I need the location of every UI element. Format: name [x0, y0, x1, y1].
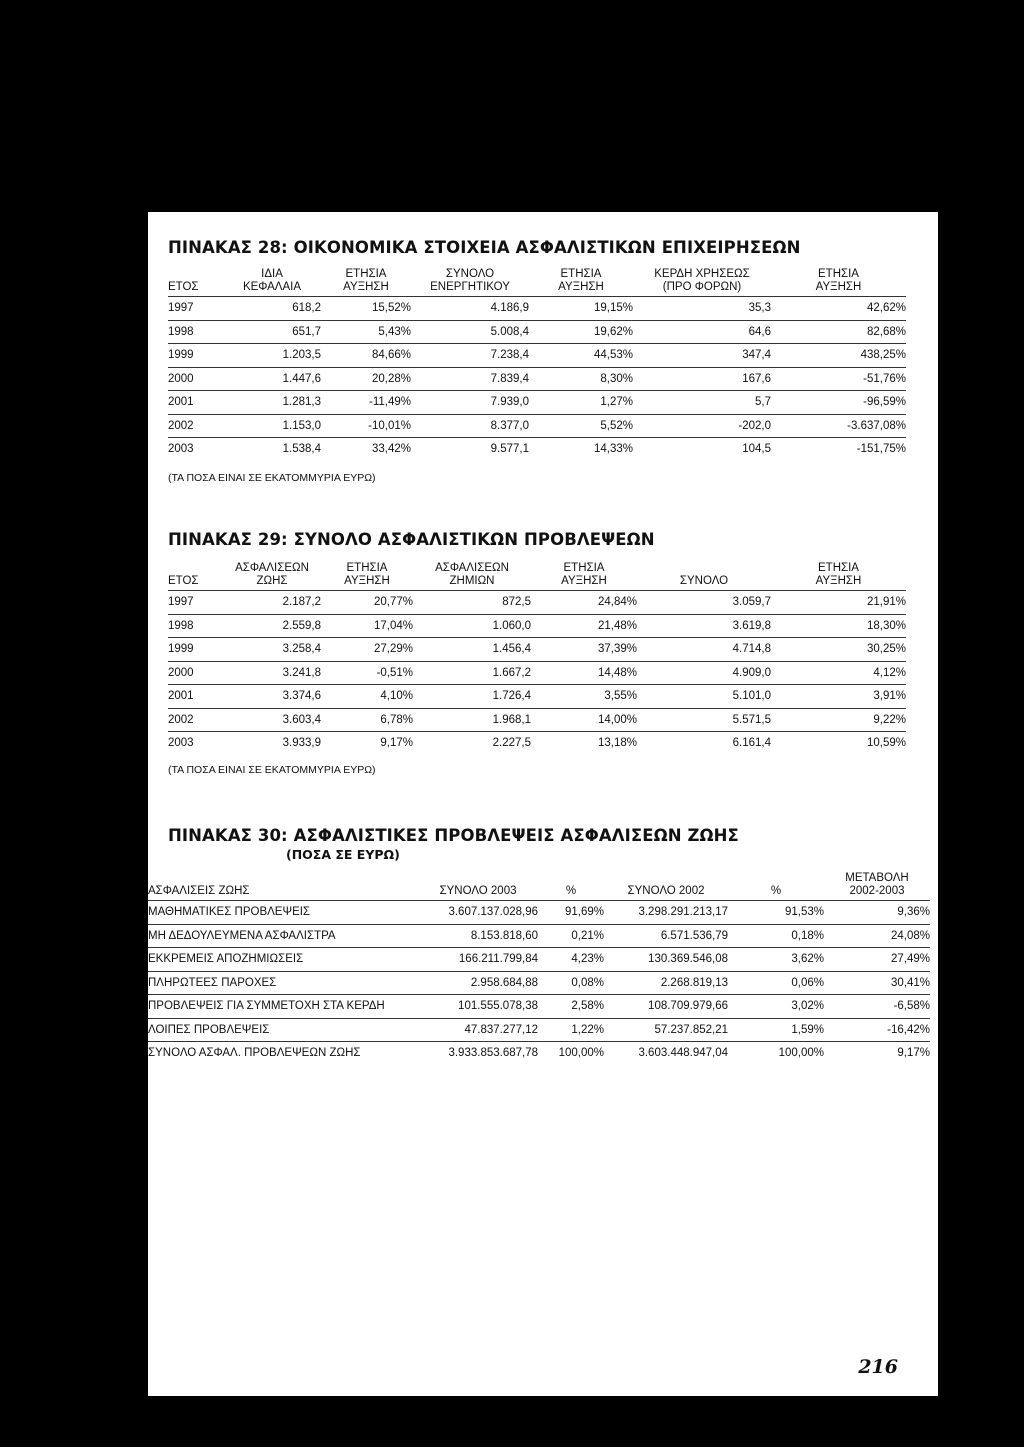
table-cell: 3,02% [728, 995, 824, 1019]
table-cell: ΛΟΙΠΕΣ ΠΡΟΒΛΕΨΕΙΣ [148, 1018, 418, 1042]
table29-header-5: ΣΥΝΟΛΟ [637, 562, 771, 591]
table-cell: 27,29% [321, 638, 413, 662]
table-cell: 3,55% [531, 685, 637, 709]
table-cell: -0,51% [321, 661, 413, 685]
table-row [168, 614, 906, 638]
table28-header-5: ΚΕΡΔΗ ΧΡΗΣΕΩΣ (ΠΡΟ ΦΟΡΩΝ) [633, 268, 771, 297]
table-cell: 15,52% [321, 297, 411, 321]
table-cell: 7.238,4 [411, 344, 529, 368]
table-cell: 2002 [168, 414, 223, 438]
table-cell: 1.968,1 [413, 708, 531, 732]
table-cell: 91,53% [728, 901, 824, 925]
table-cell: 4,23% [538, 948, 604, 972]
table-cell: 1.447,6 [223, 367, 321, 391]
table-cell: 8.153.818,60 [418, 924, 538, 948]
table-cell: 4,12% [771, 661, 906, 685]
table-29-body [168, 591, 906, 755]
table-cell: 0,18% [728, 924, 824, 948]
table-cell: 104,5 [633, 438, 771, 461]
table29-header-3: ΑΣΦΑΛΙΣΕΩΝ ΖΗΜΙΩΝ [413, 562, 531, 591]
table-cell: 2.268.819,13 [604, 971, 728, 995]
table-cell: 101.555.078,38 [418, 995, 538, 1019]
table-cell: 5,52% [529, 414, 633, 438]
table-cell: 438,25% [771, 344, 906, 368]
table-cell: 30,41% [824, 971, 930, 995]
table-29-note: (ΤΑ ΠΟΣΑ ΕΙΝΑΙ ΣΕ ΕΚΑΤΟΜΜΥΡΙΑ ΕΥΡΩ) [168, 764, 376, 776]
table-cell: 9,17% [824, 1042, 930, 1065]
table30-header-1: ΣΥΝΟΛΟ 2003 [418, 872, 538, 901]
table-cell: 2.227,5 [413, 732, 531, 755]
table-cell: 1999 [168, 344, 223, 368]
table-29-header-row [168, 562, 906, 591]
table-cell: 1.153,0 [223, 414, 321, 438]
table-cell: 9,17% [321, 732, 413, 755]
table-cell: 1.538,4 [223, 438, 321, 461]
table-row [148, 1018, 930, 1042]
table30-header-2: % [538, 872, 604, 901]
table-cell: 4.909,0 [637, 661, 771, 685]
table-cell: ΣΥΝΟΛΟ ΑΣΦΑΛ. ΠΡΟΒΛΕΨΕΩΝ ΖΩΗΣ [148, 1042, 418, 1065]
table-30-body [148, 901, 930, 1065]
table-cell: 9.577,1 [411, 438, 529, 461]
table-cell: 33,42% [321, 438, 411, 461]
table-29-title: ΠΙΝΑΚΑΣ 29: ΣΥΝΟΛΟ ΑΣΦΑΛΙΣΤΙΚΩΝ ΠΡΟΒΛΕΨΕΩΝ [168, 530, 655, 549]
table-cell: 42,62% [771, 297, 906, 321]
table30-header-3: ΣΥΝΟΛΟ 2002 [604, 872, 728, 901]
table-cell: 2001 [168, 391, 223, 415]
table-cell: 91,69% [538, 901, 604, 925]
table-cell: 1997 [168, 297, 223, 321]
table-cell: 2.958.684,88 [418, 971, 538, 995]
table-cell: 1999 [168, 638, 223, 662]
table-cell: ΕΚΚΡΕΜΕΙΣ ΑΠΟΖΗΜΙΩΣΕΙΣ [148, 948, 418, 972]
table-cell: 18,30% [771, 614, 906, 638]
table-cell: 3,91% [771, 685, 906, 709]
table-cell: 5.008,4 [411, 320, 529, 344]
table-cell: ΜΑΘΗΜΑΤΙΚΕΣ ΠΡΟΒΛΕΨΕΙΣ [148, 901, 418, 925]
table28-header-6: ΕΤΗΣΙΑ ΑΥΞΗΣΗ [771, 268, 906, 297]
table-cell: 14,33% [529, 438, 633, 461]
table-cell: -6,58% [824, 995, 930, 1019]
table-row [168, 297, 906, 321]
table-cell: 1998 [168, 320, 223, 344]
table-cell: 3.603.448.947,04 [604, 1042, 728, 1065]
table-cell: 4.714,8 [637, 638, 771, 662]
table-28-title: ΠΙΝΑΚΑΣ 28: ΟΙΚΟΝΟΜΙΚΑ ΣΤΟΙΧΕΙΑ ΑΣΦΑΛΙΣΤΙΚΩΝ ΕΠΙΧΕΙΡΗΣΕΩΝ [168, 238, 801, 257]
table-cell: 64,6 [633, 320, 771, 344]
table-cell: -202,0 [633, 414, 771, 438]
table-cell: 10,59% [771, 732, 906, 755]
table29-header-2: ΕΤΗΣΙΑ ΑΥΞΗΣΗ [321, 562, 413, 591]
table-cell: 84,66% [321, 344, 411, 368]
table-row [148, 995, 930, 1019]
table-cell: ΠΛΗΡΩΤΕΕΣ ΠΑΡΟΧΕΣ [148, 971, 418, 995]
table-cell: 1.060,0 [413, 614, 531, 638]
table-cell: 14,48% [531, 661, 637, 685]
table-cell: -11,49% [321, 391, 411, 415]
table-cell: 3.298.291.213,17 [604, 901, 728, 925]
table-row [148, 901, 930, 925]
table-cell: 1,22% [538, 1018, 604, 1042]
table-cell: -96,59% [771, 391, 906, 415]
table-cell: 3.607.137.028,96 [418, 901, 538, 925]
table30-header-0: ΑΣΦΑΛΙΣΕΙΣ ΖΩΗΣ [148, 872, 418, 901]
table-cell: 1.667,2 [413, 661, 531, 685]
table-28-note: (ΤΑ ΠΟΣΑ ΕΙΝΑΙ ΣΕ ΕΚΑΤΟΜΜΥΡΙΑ ΕΥΡΩ) [168, 472, 376, 484]
table-cell: -3.637,08% [771, 414, 906, 438]
table28-header-4: ΕΤΗΣΙΑ ΑΥΞΗΣΗ [529, 268, 633, 297]
table-cell: 1.726,4 [413, 685, 531, 709]
table30-header-5: ΜΕΤΑΒΟΛΗ 2002-2003 [824, 872, 930, 901]
table-cell: -51,76% [771, 367, 906, 391]
table-cell: 2002 [168, 708, 223, 732]
table-cell: 5.101,0 [637, 685, 771, 709]
table-cell: 3,62% [728, 948, 824, 972]
table-30-title: ΠΙΝΑΚΑΣ 30: ΑΣΦΑΛΙΣΤΙΚΕΣ ΠΡΟΒΛΕΨΕΙΣ ΑΣΦΑΛΙΣΕΩΝ ΖΩΗΣ [168, 826, 739, 845]
table-cell: 6.571.536,79 [604, 924, 728, 948]
table-cell: 9,36% [824, 901, 930, 925]
table-cell: 1,59% [728, 1018, 824, 1042]
document-page [148, 212, 938, 1396]
table-cell: 21,91% [771, 591, 906, 615]
table-row [168, 320, 906, 344]
table-cell: 57.237.852,21 [604, 1018, 728, 1042]
table-cell: 3.241,8 [223, 661, 321, 685]
table-cell: 100,00% [728, 1042, 824, 1065]
table28-header-0: ΕΤΟΣ [168, 268, 223, 297]
table29-header-0: ΕΤΟΣ [168, 562, 223, 591]
table-cell: 1,27% [529, 391, 633, 415]
table-cell: 35,3 [633, 297, 771, 321]
table-cell: 0,08% [538, 971, 604, 995]
table-30 [148, 872, 930, 1065]
table-cell: 9,22% [771, 708, 906, 732]
table-28-body [168, 297, 906, 461]
table-cell: 5,43% [321, 320, 411, 344]
table-cell: 37,39% [531, 638, 637, 662]
table-cell: 1998 [168, 614, 223, 638]
table-cell: 166.211.799,84 [418, 948, 538, 972]
table-cell: 3.619,8 [637, 614, 771, 638]
table-cell: 19,62% [529, 320, 633, 344]
table-cell: 100,00% [538, 1042, 604, 1065]
table-cell: -151,75% [771, 438, 906, 461]
table-28-header-row [168, 268, 906, 297]
table-cell: 47.837.277,12 [418, 1018, 538, 1042]
table-row [168, 414, 906, 438]
table-row [168, 367, 906, 391]
table-row [168, 438, 906, 461]
table-cell: 19,15% [529, 297, 633, 321]
table-cell: 4,10% [321, 685, 413, 709]
page-number: 216 [858, 1356, 898, 1378]
table-cell: -16,42% [824, 1018, 930, 1042]
table-cell: 8.377,0 [411, 414, 529, 438]
table28-header-2: ΕΤΗΣΙΑ ΑΥΞΗΣΗ [321, 268, 411, 297]
table-row [168, 685, 906, 709]
table-cell: 5,7 [633, 391, 771, 415]
table-cell: ΜΗ ΔΕΔΟΥΛΕΥΜΕΝΑ ΑΣΦΑΛΙΣΤΡΑ [148, 924, 418, 948]
table-cell: 1997 [168, 591, 223, 615]
table-cell: 3.603,4 [223, 708, 321, 732]
table-row [148, 948, 930, 972]
table29-header-1: ΑΣΦΑΛΙΣΕΩΝ ΖΩΗΣ [223, 562, 321, 591]
table-cell: 3.933.853.687,78 [418, 1042, 538, 1065]
table29-header-6: ΕΤΗΣΙΑ ΑΥΞΗΣΗ [771, 562, 906, 591]
table-cell: 21,48% [531, 614, 637, 638]
table-cell: 82,68% [771, 320, 906, 344]
table-30-header-row [148, 872, 930, 901]
table-cell: 1.203,5 [223, 344, 321, 368]
table-cell: 2003 [168, 732, 223, 755]
table-cell: 872,5 [413, 591, 531, 615]
table-cell: 1.281,3 [223, 391, 321, 415]
table-cell: -10,01% [321, 414, 411, 438]
table-cell: 3.258,4 [223, 638, 321, 662]
table-cell: 6.161,4 [637, 732, 771, 755]
table-row [148, 971, 930, 995]
table-cell: 3.059,7 [637, 591, 771, 615]
table29-header-4: ΕΤΗΣΙΑ ΑΥΞΗΣΗ [531, 562, 637, 591]
table-row [168, 732, 906, 755]
table-cell: 27,49% [824, 948, 930, 972]
table-cell: 3.933,9 [223, 732, 321, 755]
table28-header-3: ΣΥΝΟΛΟ ΕΝΕΡΓΗΤΙΚΟΥ [411, 268, 529, 297]
table-cell: 20,28% [321, 367, 411, 391]
table-29 [168, 562, 906, 755]
table28-header-1: ΙΔΙΑ ΚΕΦΑΛΑΙΑ [223, 268, 321, 297]
table-cell: 347,4 [633, 344, 771, 368]
table-cell: 24,84% [531, 591, 637, 615]
table-cell: ΠΡΟΒΛΕΨΕΙΣ ΓΙΑ ΣΥΜΜΕΤΟΧΗ ΣΤΑ ΚΕΡΔΗ [148, 995, 418, 1019]
table-cell: 2000 [168, 661, 223, 685]
table-row [168, 591, 906, 615]
table-row [168, 661, 906, 685]
table-30-subtitle: (ΠΟΣΑ ΣΕ ΕΥΡΩ) [286, 847, 400, 862]
table-row [168, 391, 906, 415]
table-cell: 13,18% [531, 732, 637, 755]
table-cell: 0,06% [728, 971, 824, 995]
table30-header-4: % [728, 872, 824, 901]
table-cell: 5.571,5 [637, 708, 771, 732]
table-row [148, 924, 930, 948]
table-row [148, 1042, 930, 1065]
table-cell: 2.187,2 [223, 591, 321, 615]
table-cell: 3.374,6 [223, 685, 321, 709]
table-row [168, 638, 906, 662]
table-cell: 6,78% [321, 708, 413, 732]
table-cell: 44,53% [529, 344, 633, 368]
table-28 [168, 268, 906, 461]
table-cell: 2000 [168, 367, 223, 391]
table-cell: 30,25% [771, 638, 906, 662]
table-cell: 2003 [168, 438, 223, 461]
table-cell: 130.369.546,08 [604, 948, 728, 972]
table-cell: 2001 [168, 685, 223, 709]
table-cell: 20,77% [321, 591, 413, 615]
table-cell: 8,30% [529, 367, 633, 391]
table-cell: 14,00% [531, 708, 637, 732]
table-cell: 7.939,0 [411, 391, 529, 415]
table-cell: 651,7 [223, 320, 321, 344]
table-cell: 618,2 [223, 297, 321, 321]
table-cell: 7.839,4 [411, 367, 529, 391]
table-cell: 4.186,9 [411, 297, 529, 321]
table-cell: 167,6 [633, 367, 771, 391]
table-cell: 2.559,8 [223, 614, 321, 638]
table-cell: 0,21% [538, 924, 604, 948]
table-row [168, 344, 906, 368]
table-cell: 2,58% [538, 995, 604, 1019]
table-cell: 108.709.979,66 [604, 995, 728, 1019]
table-cell: 17,04% [321, 614, 413, 638]
table-cell: 24,08% [824, 924, 930, 948]
table-row [168, 708, 906, 732]
table-cell: 1.456,4 [413, 638, 531, 662]
